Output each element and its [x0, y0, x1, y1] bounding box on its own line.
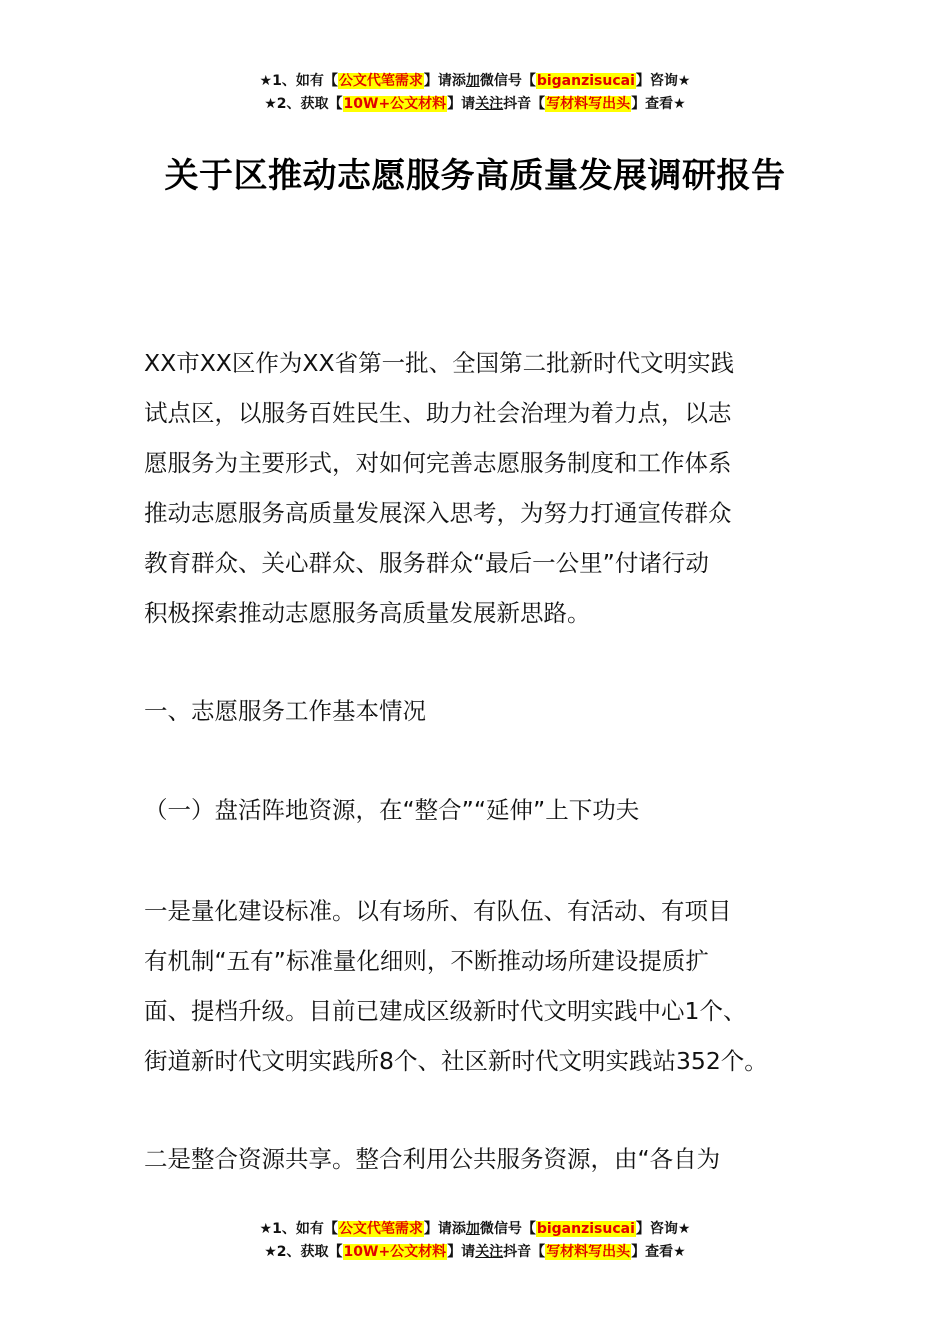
promo-line-1: ★1、如有【公文代笔需求】请添加微信号【biganzisucai】咨询★ [259, 1221, 691, 1237]
paragraph-line: 面、提档升级。目前已建成区级新时代文明实践中心1个、 [144, 997, 747, 1025]
paragraph-line: 一是量化建设标准。以有场所、有队伍、有活动、有项目 [144, 897, 732, 925]
paragraph-line: 试点区，以服务百姓民生、助力社会治理为着力点，以志 [144, 399, 732, 427]
promo-highlight-douyin: 写材料写出头 [546, 1244, 631, 1260]
promo-highlight-wechat: biganzisucai [536, 73, 635, 89]
section-heading-text: 一、志愿服务工作基本情况 [144, 697, 426, 725]
section-heading [144, 686, 814, 736]
promo-highlight-douyin: 写材料写出头 [546, 96, 631, 112]
promo-highlight-materials: 10W+公文材料 [343, 1244, 447, 1260]
paragraph-line: 教育群众、关心群众、服务群众“最后一公里”付诸行动 [144, 549, 709, 577]
paragraph-line: 推动志愿服务高质量发展深入思考，为努力打通宣传群众 [144, 499, 732, 527]
paragraph-line: 积极探索推动志愿服务高质量发展新思路。 [144, 599, 591, 627]
paragraph-line: 愿服务为主要形式，对如何完善志愿服务制度和工作体系 [144, 449, 732, 477]
paragraph-line: 街道新时代文明实践所8个、社区新时代文明实践站352个。 [144, 1047, 768, 1075]
footer-promo-banner [0, 1218, 950, 1264]
promo-highlight-wechat: biganzisucai [536, 1221, 635, 1237]
paragraph-line: 有机制“五有”标准量化细则，不断推动场所建设提质扩 [144, 947, 709, 975]
promo-highlight-service: 公文代笔需求 [338, 73, 423, 89]
subsection-heading [144, 785, 814, 835]
document-title: 关于区推动志愿服务高质量发展调研报告 [164, 156, 786, 196]
intro-paragraph [144, 338, 814, 638]
promo-highlight-service: 公文代笔需求 [338, 1221, 423, 1237]
item-paragraph-2 [144, 1134, 814, 1184]
promo-line-1: ★1、如有【公文代笔需求】请添加微信号【biganzisucai】咨询★ [259, 73, 691, 89]
promo-line-2: ★2、获取【10W+公文材料】请关注抖音【写材料写出头】查看★ [264, 1244, 686, 1260]
item-paragraph-1 [144, 886, 814, 1086]
subsection-heading-text: （一）盘活阵地资源，在“整合”“延伸”上下功夫 [144, 796, 640, 824]
header-promo-banner [0, 70, 950, 116]
promo-highlight-materials: 10W+公文材料 [343, 96, 447, 112]
paragraph-line: 二是整合资源共享。整合利用公共服务资源，由“各自为 [144, 1145, 721, 1173]
paragraph-line: XX市XX区作为XX省第一批、全国第二批新时代文明实践 [144, 349, 735, 377]
promo-line-2: ★2、获取【10W+公文材料】请关注抖音【写材料写出头】查看★ [264, 96, 686, 112]
